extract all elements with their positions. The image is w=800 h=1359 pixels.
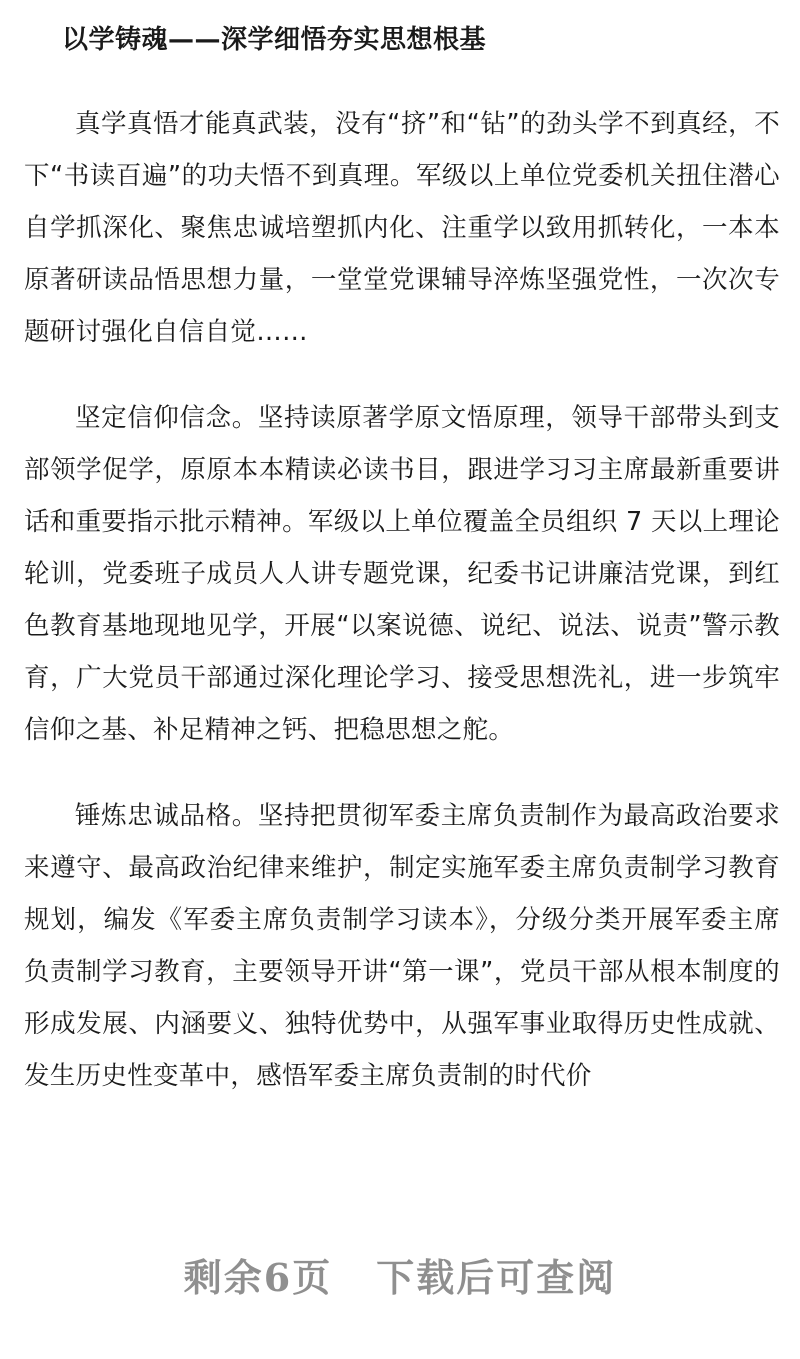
paragraph-faith: 坚定信仰信念。坚持读原著学原文悟原理，领导干部带头到支部领学促学，原原本本精读必读书目，跟进学习习主席最新重要讲话和重要指示批示精神。军级以上单位覆盖全员组织 7 天以上理论轮训，党委班子成员人人讲专题党课，纪委书记讲廉洁党课，到红色教育基地现地见学，开展“以案说德、说纪、说法、说责”警示教育，广大党员干部通过深化理论学习、接受思想洗礼，进一步筑牢信仰之基、补足精神之钙、把稳思想之舵。 [24,403,780,745]
document-body [24,98,780,1154]
paragraph-intro: 真学真悟才能真武装，没有“挤”和“钻”的劲头学不到真经，不下“书读百遍”的功夫悟不到真理。军级以上单位党委机关扭住潜心自学抓深化、聚焦忠诚培塑抓内化、注重学以致用抓转化，一本本原著研读品悟思想力量，一堂堂党课辅导淬炼坚强党性，一次次专题研讨强化自信自觉…… [24,109,780,347]
remaining-pages-text: 剩余6页 [183,1255,333,1300]
remaining-pages-banner[interactable] [0,1248,800,1308]
document-title: 以学铸魂——深学细悟夯实思想根基 [62,25,487,55]
paragraph-loyalty: 锤炼忠诚品格。坚持把贯彻军委主席负责制作为最高政治要求来遵守、最高政治纪律来维护，制定实施军委主席负责制学习教育规划，编发《军委主席负责制学习读本》，分级分类开展军委主席负责制学习教育，主要领导开讲“第一课”，党员干部从根本制度的形成发展、内涵要义、独特优势中，从强军事业取得历史性成就、发生历史性变革中，感悟军委主席负责制的时代价 [24,801,780,1091]
download-hint-text: 下载后可查阅 [376,1255,617,1300]
